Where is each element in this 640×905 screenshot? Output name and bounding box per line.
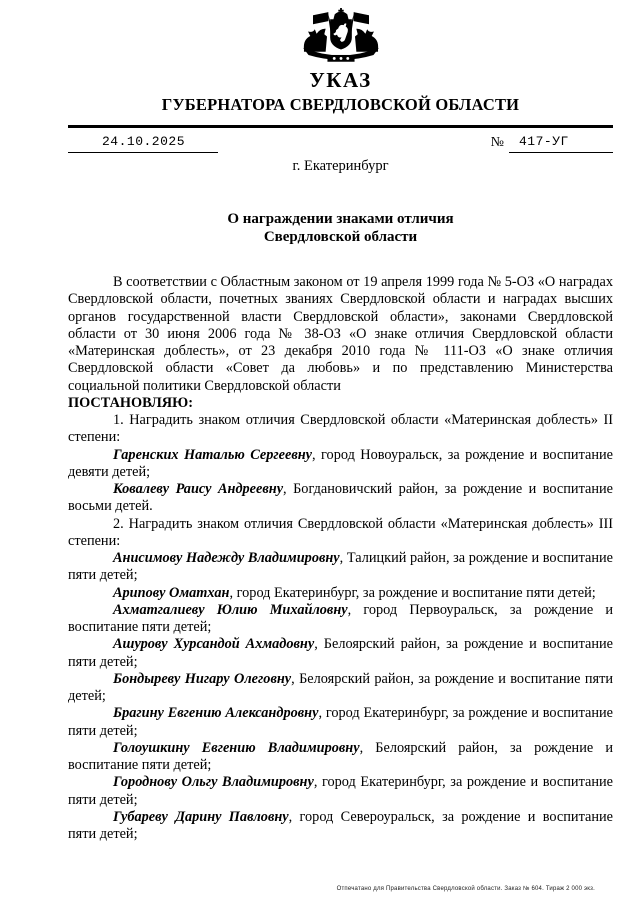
paragraph-text: , город Новоуральск, за рождение и воспитание девяти детей; (68, 446, 613, 480)
print-footer-note: Отпечатано для Правительства Свердловской области. Заказ № 604. Тираж 2 000 экз. (336, 886, 595, 892)
paragraph (68, 671, 613, 706)
document-title (68, 211, 613, 246)
city-line: г. Екатеринбург (292, 158, 389, 174)
paragraph (68, 774, 613, 809)
paragraph-text: , город Екатеринбург, за рождение и воспитание пяти детей; (229, 584, 596, 601)
paragraph-text: , Белоярский район, за рождение и воспитание пяти детей; (68, 739, 613, 773)
document-content (68, 8, 613, 843)
document-title-line1: О награждении знаками отличия (227, 211, 454, 227)
paragraph (68, 550, 613, 585)
paragraph-text: , город Североуральск, за рождение и воспитание пяти детей; (68, 808, 613, 842)
paragraph (68, 516, 613, 551)
sverdlovsk-oblast-coat-of-arms-icon (295, 8, 387, 64)
paragraph (68, 274, 613, 395)
paragraph-text: , Богдановичский район, за рождение и воспитание восьми детей. (68, 481, 613, 515)
paragraph (68, 395, 613, 412)
paragraph (68, 809, 613, 844)
paragraph (68, 740, 613, 775)
awardee-name: Голоушкину Евгению Владимировну (113, 739, 360, 756)
awardee-name: Гаренских Наталью Сергеевну (113, 446, 313, 463)
paragraph-text: , город Екатеринбург, за рождение и воспитание пяти детей; (68, 705, 613, 739)
paragraph-text: 2. Наградить знаком отличия Свердловской области «Материнская доблесть» III степени: (68, 515, 613, 549)
awardee-name: Губареву Дарину Павловну (113, 808, 289, 825)
document-type-heading: УКАЗ (309, 68, 372, 92)
awardee-name: Бондыреву Нигару Олеговну (113, 670, 292, 687)
paragraph (68, 585, 613, 602)
paragraph-text: , Белоярский район, за рождение и воспитание пяти детей; (68, 636, 613, 670)
awardee-name: Арипову Оматхан (113, 584, 230, 601)
paragraph (68, 636, 613, 671)
paragraph (68, 412, 613, 447)
number-value: 417-УГ (509, 134, 613, 153)
date-field: 24.10.2025 (68, 134, 218, 153)
awardee-name: Ашурову Хурсандой Ахмадовну (113, 636, 315, 653)
awardee-name: Анисимову Надежду Владимировну (113, 550, 340, 566)
paragraph (68, 481, 613, 516)
date-number-row (68, 134, 613, 153)
paragraph (68, 447, 613, 482)
awardee-name: Брагину Евгению Александровну (113, 705, 319, 722)
paragraph (68, 705, 613, 740)
paragraph-text: , город Екатеринбург, за рождение и воспитание пяти детей; (68, 774, 613, 808)
awardee-name: Ахматгалиеву Юлию Михайловну (113, 601, 348, 618)
header-divider (68, 125, 613, 128)
paragraph-text: , Белоярский район, за рождение и воспитание пяти детей; (68, 670, 613, 704)
number-field (491, 134, 613, 153)
awardee-name: Городнову Ольгу Владимировну (113, 774, 314, 791)
paragraph-text: ПОСТАНОВЛЯЮ: (68, 394, 193, 411)
paragraph-text: , Талицкий район, за рождение и воспитание пяти детей; (68, 550, 613, 584)
document-body (68, 274, 613, 843)
document-title-line2: Свердловской области (263, 228, 418, 245)
issuer-heading: ГУБЕРНАТОРА СВЕРДЛОВСКОЙ ОБЛАСТИ (161, 95, 520, 114)
paragraph-text: , город Первоуральск, за рождение и воспитание пяти детей; (68, 601, 613, 635)
paragraph (68, 602, 613, 637)
paragraph-text: 1. Наградить знаком отличия Свердловской области «Материнская доблесть» II степени: (68, 412, 613, 446)
paragraph-text: В соответствии с Областным законом от 19 апреля 1999 года № 5-ОЗ «О наградах Свердловской области, почетных званиях Свердловской области и наградах высших органов государственной власти Свердловской области», законами Свердловской области от 30 июня 2006 года № 38-ОЗ «О знаке отличия Свердловской области «Материнская доблесть», от 23 декабря 2010 года № 111-ОЗ «О знаке отличия Свердловской области «Совет да любовь» и по представлению Министерства социальной политики Свердловской области (68, 274, 613, 394)
awardee-name: Ковалеву Раису Андреевну (113, 481, 284, 497)
number-sign: № (490, 135, 504, 150)
